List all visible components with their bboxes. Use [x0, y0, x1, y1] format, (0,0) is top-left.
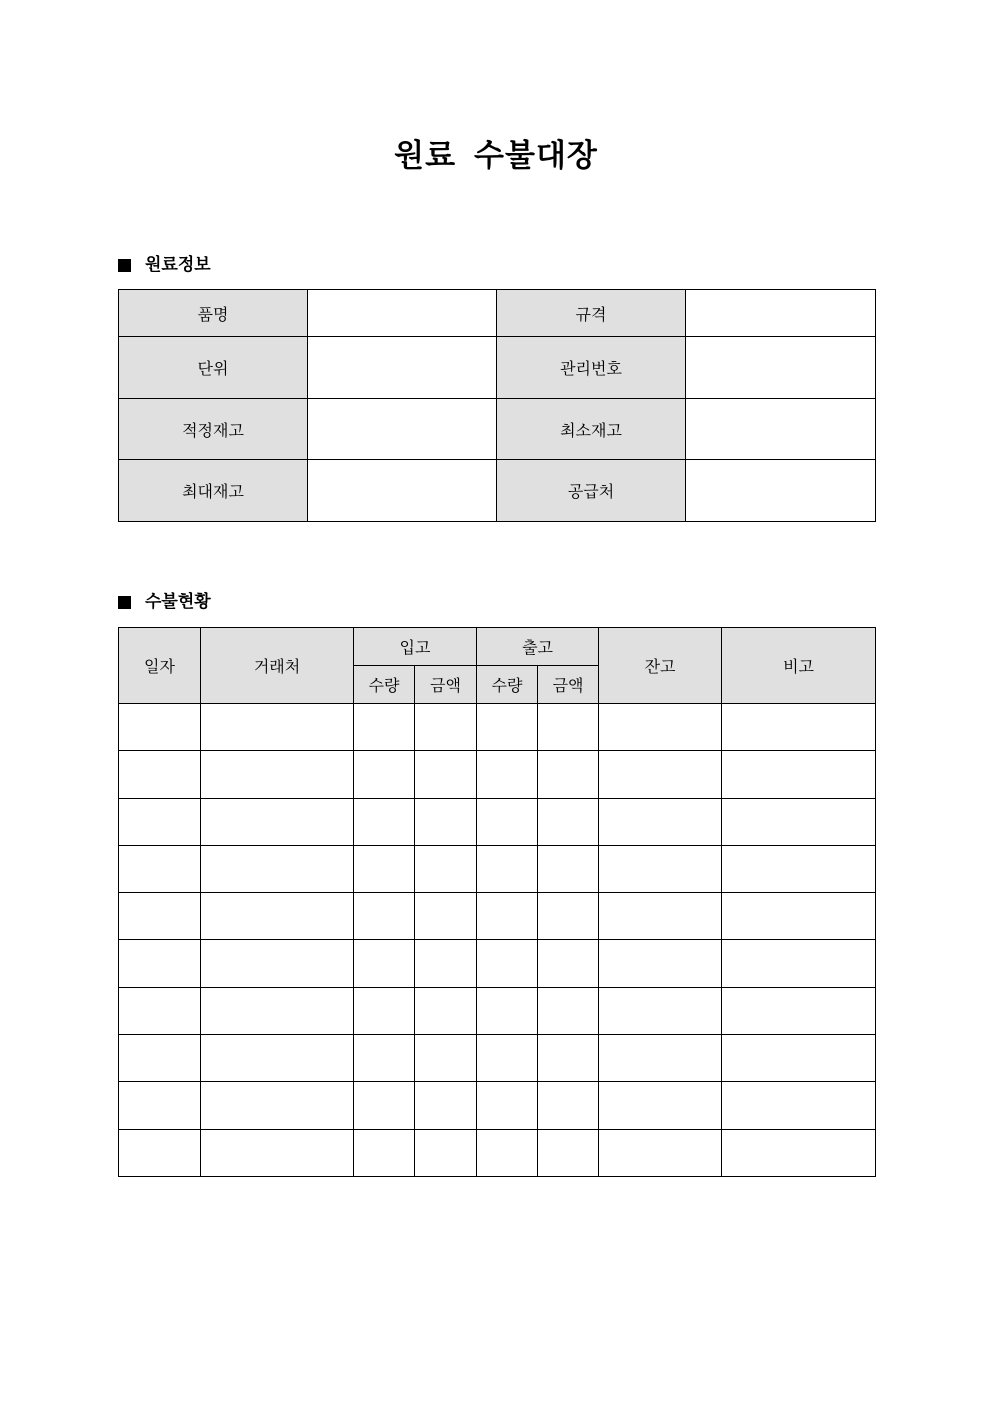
- table-row: [119, 987, 876, 1034]
- cell-client[interactable]: [201, 1035, 354, 1082]
- cell-remarks[interactable]: [722, 940, 876, 987]
- cell-issue-quantity[interactable]: [477, 1035, 538, 1082]
- cell-receipt-quantity[interactable]: [354, 987, 415, 1034]
- cell-balance[interactable]: [599, 1129, 722, 1176]
- value-specification[interactable]: [686, 290, 876, 337]
- cell-client[interactable]: [201, 1129, 354, 1176]
- cell-remarks[interactable]: [722, 751, 876, 798]
- cell-balance[interactable]: [599, 1082, 722, 1129]
- inventory-heading: [118, 590, 211, 614]
- label-management-number: 관리번호: [497, 337, 686, 399]
- cell-remarks[interactable]: [722, 987, 876, 1034]
- cell-balance[interactable]: [599, 893, 722, 940]
- table-row: [119, 704, 876, 751]
- value-minimum-stock[interactable]: [686, 399, 876, 460]
- cell-receipt-amount[interactable]: [415, 987, 477, 1034]
- cell-client[interactable]: [201, 704, 354, 751]
- table-row: [119, 1129, 876, 1176]
- square-bullet-icon: [118, 259, 131, 272]
- cell-client[interactable]: [201, 987, 354, 1034]
- table-row: [119, 798, 876, 845]
- cell-receipt-quantity[interactable]: [354, 845, 415, 892]
- cell-receipt-quantity[interactable]: [354, 1129, 415, 1176]
- cell-issue-amount[interactable]: [538, 1129, 599, 1176]
- table-row: [119, 940, 876, 987]
- material-info-table: [118, 289, 876, 522]
- label-unit: 단위: [119, 337, 308, 399]
- cell-date[interactable]: [119, 751, 201, 798]
- table-row: [119, 751, 876, 798]
- inventory-body: [119, 704, 876, 1177]
- cell-receipt-amount[interactable]: [415, 704, 477, 751]
- value-supplier[interactable]: [686, 460, 876, 522]
- cell-issue-quantity[interactable]: [477, 940, 538, 987]
- cell-receipt-quantity[interactable]: [354, 704, 415, 751]
- label-product-name: 품명: [119, 290, 308, 337]
- cell-receipt-amount[interactable]: [415, 893, 477, 940]
- cell-remarks[interactable]: [722, 798, 876, 845]
- cell-date[interactable]: [119, 893, 201, 940]
- table-row: [119, 845, 876, 892]
- info-row: [119, 460, 876, 522]
- cell-issue-quantity[interactable]: [477, 798, 538, 845]
- cell-client[interactable]: [201, 798, 354, 845]
- cell-client[interactable]: [201, 751, 354, 798]
- info-row: [119, 399, 876, 460]
- inventory-header-row: [119, 628, 876, 666]
- cell-receipt-amount[interactable]: [415, 845, 477, 892]
- cell-date[interactable]: [119, 845, 201, 892]
- info-row: [119, 290, 876, 337]
- cell-receipt-quantity[interactable]: [354, 893, 415, 940]
- value-management-number[interactable]: [686, 337, 876, 399]
- info-row: [119, 337, 876, 399]
- cell-balance[interactable]: [599, 751, 722, 798]
- cell-balance[interactable]: [599, 798, 722, 845]
- cell-issue-quantity[interactable]: [477, 1082, 538, 1129]
- cell-client[interactable]: [201, 1082, 354, 1129]
- col-receipt-amount: 금액: [415, 666, 477, 704]
- inventory-heading-label: 수불현황: [145, 592, 211, 612]
- cell-issue-amount[interactable]: [538, 798, 599, 845]
- cell-issue-quantity[interactable]: [477, 845, 538, 892]
- cell-client[interactable]: [201, 893, 354, 940]
- cell-client[interactable]: [201, 940, 354, 987]
- document-title: [0, 134, 992, 178]
- cell-remarks[interactable]: [722, 1035, 876, 1082]
- table-row: [119, 1035, 876, 1082]
- title-part-1: 원료: [394, 138, 457, 174]
- cell-remarks[interactable]: [722, 1082, 876, 1129]
- label-specification: 규격: [497, 290, 686, 337]
- col-receipt: 입고: [354, 628, 477, 666]
- cell-receipt-quantity[interactable]: [354, 1035, 415, 1082]
- col-receipt-quantity: 수량: [354, 666, 415, 704]
- cell-balance[interactable]: [599, 845, 722, 892]
- cell-issue-quantity[interactable]: [477, 893, 538, 940]
- cell-issue-amount[interactable]: [538, 893, 599, 940]
- cell-receipt-amount[interactable]: [415, 1129, 477, 1176]
- col-remarks: 비고: [722, 628, 876, 704]
- table-row: [119, 1082, 876, 1129]
- label-minimum-stock: 최소재고: [497, 399, 686, 460]
- cell-issue-amount[interactable]: [538, 704, 599, 751]
- cell-issue-amount[interactable]: [538, 1035, 599, 1082]
- cell-balance[interactable]: [599, 1035, 722, 1082]
- value-product-name[interactable]: [308, 290, 497, 337]
- cell-remarks[interactable]: [722, 893, 876, 940]
- cell-date[interactable]: [119, 1035, 201, 1082]
- cell-receipt-amount[interactable]: [415, 1082, 477, 1129]
- cell-date[interactable]: [119, 1082, 201, 1129]
- table-row: [119, 893, 876, 940]
- cell-date[interactable]: [119, 704, 201, 751]
- cell-issue-quantity[interactable]: [477, 704, 538, 751]
- cell-remarks[interactable]: [722, 704, 876, 751]
- material-info-heading: [118, 253, 211, 277]
- cell-issue-amount[interactable]: [538, 1082, 599, 1129]
- cell-issue-amount[interactable]: [538, 940, 599, 987]
- cell-date[interactable]: [119, 940, 201, 987]
- cell-remarks[interactable]: [722, 845, 876, 892]
- col-issue-quantity: 수량: [477, 666, 538, 704]
- cell-balance[interactable]: [599, 704, 722, 751]
- col-balance: 잔고: [599, 628, 722, 704]
- cell-issue-quantity[interactable]: [477, 1129, 538, 1176]
- col-issue: 출고: [477, 628, 599, 666]
- cell-receipt-quantity[interactable]: [354, 751, 415, 798]
- cell-issue-amount[interactable]: [538, 845, 599, 892]
- cell-balance[interactable]: [599, 987, 722, 1034]
- col-issue-amount: 금액: [538, 666, 599, 704]
- cell-issue-amount[interactable]: [538, 751, 599, 798]
- cell-client[interactable]: [201, 845, 354, 892]
- cell-receipt-quantity[interactable]: [354, 1082, 415, 1129]
- cell-issue-amount[interactable]: [538, 987, 599, 1034]
- value-maximum-stock[interactable]: [308, 460, 497, 522]
- cell-issue-quantity[interactable]: [477, 987, 538, 1034]
- cell-date[interactable]: [119, 987, 201, 1034]
- cell-receipt-quantity[interactable]: [354, 798, 415, 845]
- inventory-table: [118, 627, 876, 1177]
- col-client: 거래처: [201, 628, 354, 704]
- label-optimal-stock: 적정재고: [119, 399, 308, 460]
- title-part-2: 수불대장: [474, 138, 598, 174]
- cell-remarks[interactable]: [722, 1129, 876, 1176]
- col-date: 일자: [119, 628, 201, 704]
- value-optimal-stock[interactable]: [308, 399, 497, 460]
- cell-receipt-quantity[interactable]: [354, 940, 415, 987]
- cell-date[interactable]: [119, 1129, 201, 1176]
- cell-receipt-amount[interactable]: [415, 798, 477, 845]
- material-info-heading-label: 원료정보: [145, 255, 211, 275]
- value-unit[interactable]: [308, 337, 497, 399]
- cell-receipt-amount[interactable]: [415, 751, 477, 798]
- label-supplier: 공급처: [497, 460, 686, 522]
- cell-receipt-amount[interactable]: [415, 940, 477, 987]
- cell-balance[interactable]: [599, 940, 722, 987]
- cell-issue-quantity[interactable]: [477, 751, 538, 798]
- cell-date[interactable]: [119, 798, 201, 845]
- square-bullet-icon: [118, 596, 131, 609]
- cell-receipt-amount[interactable]: [415, 1035, 477, 1082]
- label-maximum-stock: 최대재고: [119, 460, 308, 522]
